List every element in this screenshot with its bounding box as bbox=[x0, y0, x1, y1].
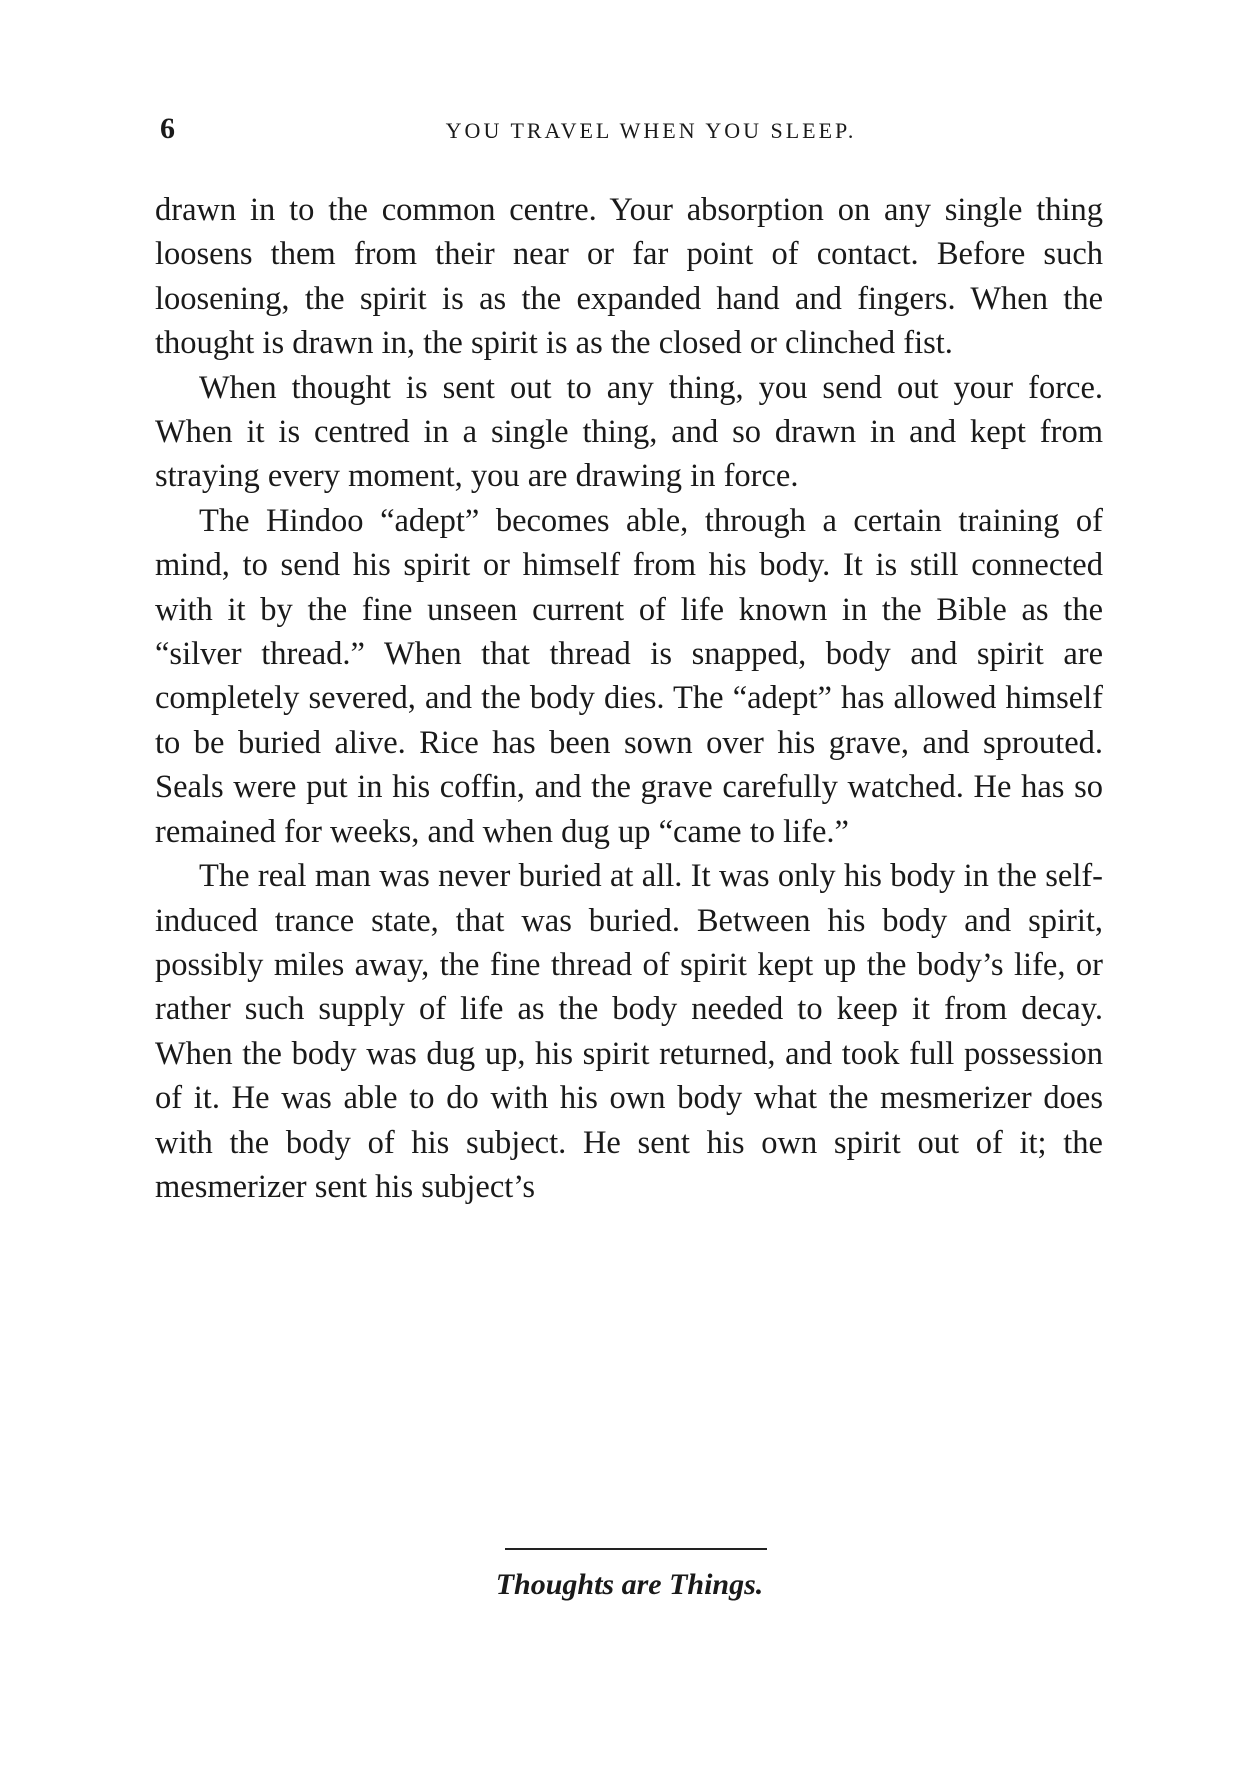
footer-series-title: Thoughts are Things. bbox=[495, 1568, 764, 1601]
paragraph: The real man was never buried at all. It was only his body in the self-induced trance state, that was buried. Between his body and spirit, possibly miles away, the fine thread of spirit kept up the body’s life, or rather such supply of life as the body needed to keep it from decay. When the body was dug up, his spirit returned, and took full possession of it. He was able to do with his own body what the mesmerizer does with the body of his subject. He sent his own spirit out of it; the mesmerizer sent his subject’s bbox=[155, 858, 1103, 1205]
footer-divider bbox=[505, 1548, 767, 1550]
paragraph: When thought is sent out to any thing, you send out your force. When it is centred in a single thing, and so drawn in and kept from straying every moment, you are drawing in force. bbox=[155, 369, 1103, 495]
running-title: YOU TRAVEL WHEN YOU SLEEP. bbox=[445, 118, 857, 143]
page-header bbox=[160, 112, 1102, 152]
paragraph: drawn in to the common centre. Your absorption on any single thing loosens them from their near or far point of contact. Before such loosening, the spirit is as the expanded hand and fingers. When the thought is drawn in, the spirit is as the closed or clinched fist. bbox=[155, 192, 1103, 362]
page-number: 6 bbox=[160, 112, 175, 145]
body-text bbox=[155, 188, 1103, 1209]
paragraph: The Hindoo “adept” becomes able, through a certain training of mind, to send his spirit or himself from his body. It is still connected with it by the fine unseen current of life known in the Bible as the “silver thread.” When that thread is snapped, body and spirit are completely severed, and the body dies. The “adept” has allowed himself to be buried alive. Rice has been sown over his grave, and sprouted. Seals were put in his coffin, and the grave carefully watched. He has so remained for weeks, and when dug up “came to life.” bbox=[155, 502, 1103, 850]
